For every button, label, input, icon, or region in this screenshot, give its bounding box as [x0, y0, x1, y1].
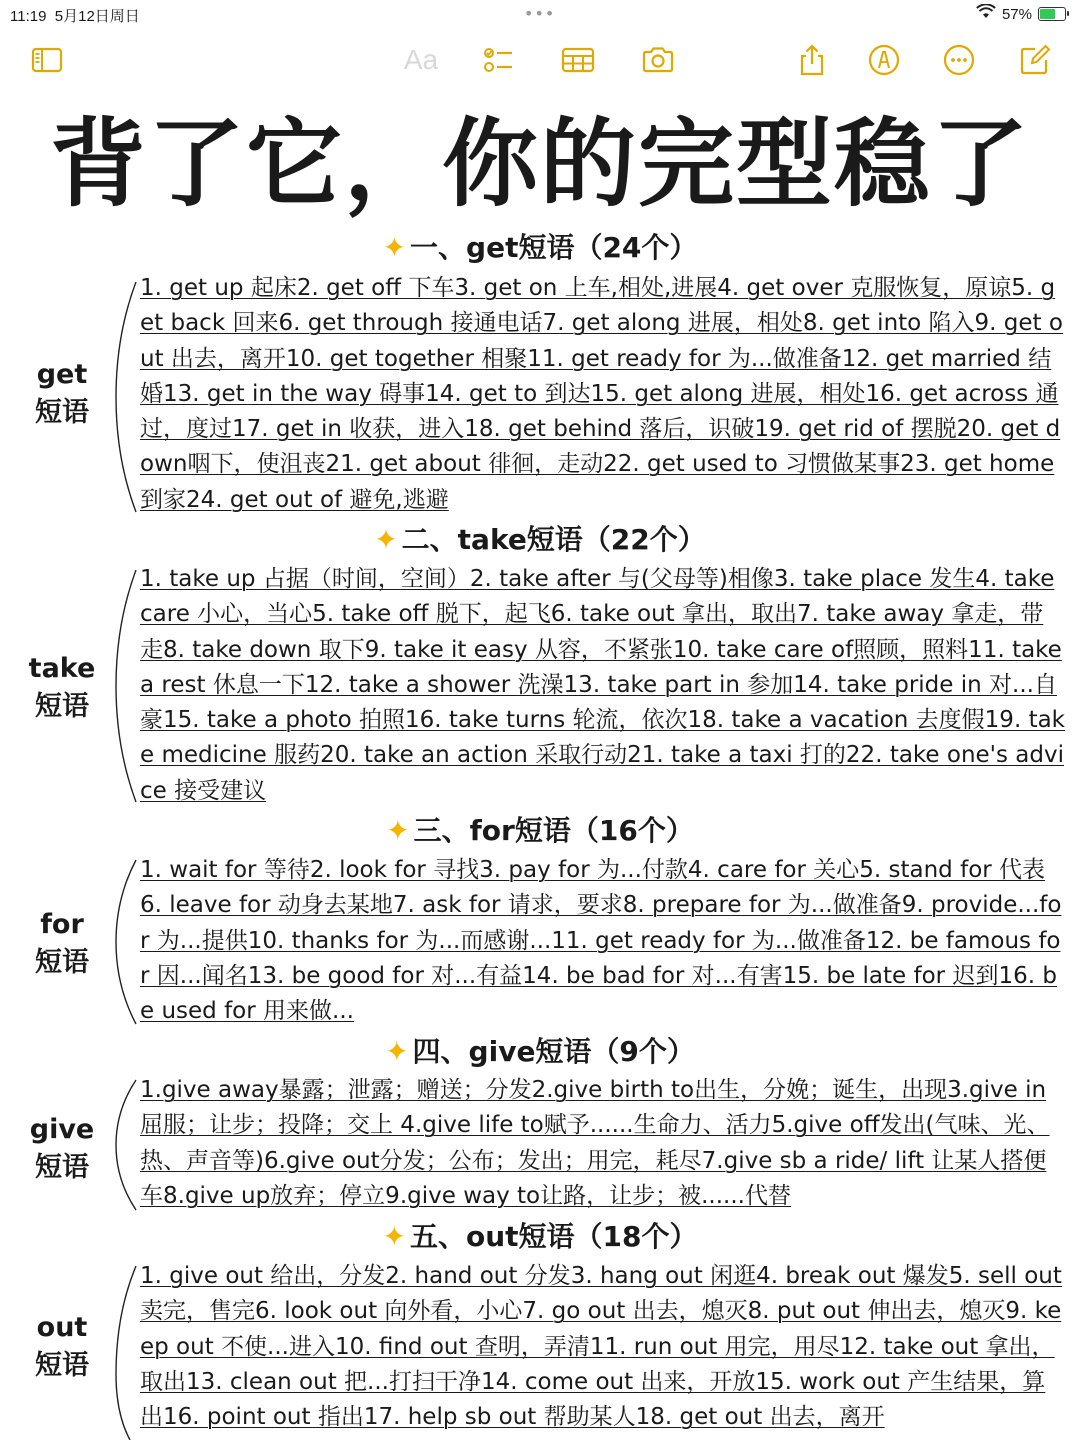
more-icon[interactable]: [939, 38, 979, 82]
star-icon: ✦: [374, 523, 398, 556]
section-heading-text: 五、out短语（18个）: [409, 1220, 698, 1253]
star-icon: ✦: [385, 1035, 409, 1068]
sidebar-icon[interactable]: [27, 38, 67, 82]
battery-icon: [1038, 7, 1066, 21]
brace-icon: [110, 280, 140, 514]
star-icon: ✦: [382, 1220, 406, 1253]
text-format-button[interactable]: Aa: [403, 44, 439, 75]
status-time: 11:19 5月12日周日: [10, 8, 140, 25]
notes-toolbar: [0, 38, 1080, 84]
brace-icon: [110, 1078, 140, 1212]
phrase-list-take[interactable]: 1. take up 占据（时间，空间）2. take after 与(父母等)相像3. take place 发生4. take care 小心，当心5. take off 脱下，起飞6. take out 拿出，取出7. take away 拿走，带走8. take down 取下9. take it easy 从容，不紧张10. take care of照顾，照料11. take a rest 休息一下12. take a shower 洗澡13. take part in 参加14. take pride in 对...自豪15. take a photo 拍照16. take turns 轮流，依次18. take a vacation 去度假19. take medicine 服药20. take an action 采取行动21. take a taxi 打的22. take one's advice 接受建议: [140, 566, 1065, 804]
phrase-list-give[interactable]: 1.give away暴露；泄露；赠送；分发2.give birth to出生，分娩；诞生，出现3.give in屈服；让步；投降；交上 4.give life to赋予......生命力、活力5.give off发出(气味、光、热、声音等)6.give out分发；公布；发出；用完，耗尽7.give sb a ride/ lift 让某人搭便车8.give up放弃；停立9.give way to让路，让步；被......代替: [140, 1077, 1050, 1209]
star-icon: ✦: [382, 231, 407, 264]
section-heading-text: 四、give短语（9个）: [412, 1035, 695, 1068]
phrase-list-for[interactable]: 1. wait for 等待2. look for 寻找3. pay for 为...付款4. care for 关心5. stand for 代表6. leave for 动身去某地7. ask for 请求，要求8. prepare for 为...做准备9. provide...for 为...提供10. thanks for 为...而感谢...11. get ready for 为...做准备12. be famous for 因...闻名13. be good for 对...有益14. be bad for 对...有害15. be late for 迟到16. be used for 用来做...: [140, 857, 1062, 1025]
status-date: 5月12日周日: [54, 8, 140, 25]
note-title[interactable]: 背了它，你的完型稳了: [50, 108, 1030, 220]
star-icon: ✦: [386, 814, 410, 847]
section-heading-text: 一、get短语（24个）: [410, 231, 698, 264]
status-right: [976, 4, 1066, 24]
brace-icon: [110, 1264, 140, 1440]
wifi-icon: [976, 4, 996, 24]
side-label-give: give 短语: [29, 1114, 95, 1183]
side-label-get: get 短语: [35, 359, 89, 428]
camera-icon[interactable]: [638, 38, 678, 82]
phrase-list-get[interactable]: 1. get up 起床2. get off 下车3. get on 上车,相处,进展4. get over 克服恢复，原谅5. get back 回来6. get through 接通电话7. get along 进展，相处8. get into 陷入9. get out 出去，离开10. get together 相聚11. get ready for 为...做准备12. get married 结婚13. get in the way 碍事14. get to 到达15. get along 进展，相处16. get across 通过，度过17. get in 收获，进入18. get behind 落后，识破19. get rid of 摆脱20. get down咽下，使沮丧21. get about 徘徊，走动22. get used to 习惯做某事23. get home 到家24. get out of 避免,逃避: [140, 275, 1063, 513]
section-heading-text: 三、for短语（16个）: [413, 814, 694, 847]
section-heading-give: [0, 1032, 1080, 1072]
brace-icon: [110, 858, 140, 1026]
checklist-icon[interactable]: [478, 38, 518, 82]
markup-icon[interactable]: [864, 38, 904, 82]
multitask-dots[interactable]: •••: [524, 4, 556, 23]
side-label-for: for 短语: [35, 909, 89, 978]
status-bar: [0, 0, 1080, 30]
side-label-out: out 短语: [35, 1312, 89, 1381]
side-label-take: take 短语: [28, 653, 96, 722]
section-heading-take: [0, 520, 1080, 560]
section-heading-for: [0, 811, 1080, 851]
share-icon[interactable]: [792, 38, 832, 82]
battery-percent: 57%: [1001, 5, 1032, 23]
phrase-list-out[interactable]: 1. give out 给出，分发2. hand out 分发3. hang out 闲逛4. break out 爆发5. sell out 卖完，售完6. look out 向外看，小心7. go out 出去，熄灭8. put out 伸出去，熄灭9. keep out 不使...进入10. find out 查明，弄清11. run out 用完，用尽12. take out 拿出，取出13. clean out 把...打扫干净14. come out 出来，开放15. work out 产生结果，算出16. point out 指出17. help sb out 帮助某人18. get out 出去，离开: [140, 1263, 1062, 1431]
table-icon[interactable]: [558, 38, 598, 82]
compose-icon[interactable]: [1015, 38, 1055, 82]
section-heading-out: [0, 1217, 1080, 1257]
section-heading-get: [0, 228, 1080, 268]
battery-fill: [1040, 9, 1055, 19]
brace-icon: [110, 568, 140, 804]
section-heading-text: 二、take短语（22个）: [401, 523, 706, 556]
